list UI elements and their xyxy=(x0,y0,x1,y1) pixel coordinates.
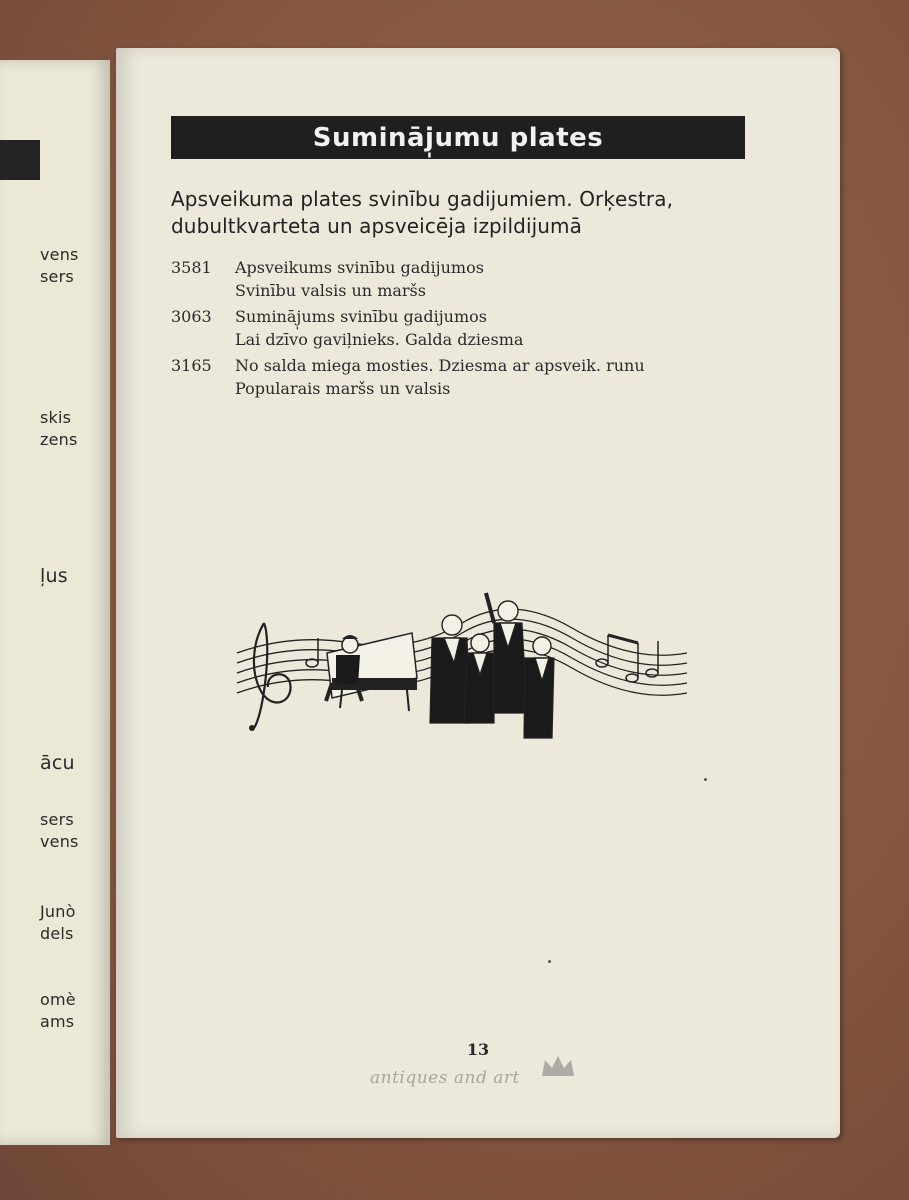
previous-page-text: omè xyxy=(40,990,76,1009)
previous-page-text: vens xyxy=(40,832,79,851)
page-number: 13 xyxy=(466,1040,490,1059)
previous-page-text: sers xyxy=(40,810,74,829)
record-title: Sumināj̩ums svinību gadijumos xyxy=(235,307,487,326)
previous-page-title-bar xyxy=(0,140,40,180)
intro-line: dubultkvarteta un apsveicēja izpildijumā xyxy=(171,214,582,238)
paper-speck xyxy=(548,960,551,963)
catalog-page xyxy=(116,48,840,1138)
record-list xyxy=(171,256,751,403)
previous-page-text: zens xyxy=(40,430,78,449)
record-title: No salda miega mosties. Dziesma ar apsveik. runu xyxy=(235,356,645,375)
record-title: Popularais maršs un valsis xyxy=(235,379,451,398)
previous-page-text: ācu xyxy=(40,752,75,774)
record-entry xyxy=(171,256,751,302)
paper-speck xyxy=(704,778,707,781)
previous-page-text: ams xyxy=(40,1012,75,1031)
section-intro xyxy=(171,186,751,240)
section-title-bar xyxy=(171,116,745,159)
intro-line: Apsveikuma plates svinību gadijumiem. Orķestra, xyxy=(171,187,674,211)
record-number: 3165 xyxy=(171,356,212,375)
record-entry xyxy=(171,354,751,400)
section-title: Sumināj̩umu plates xyxy=(312,122,604,153)
previous-page-text: skis xyxy=(40,408,72,427)
record-number: 3063 xyxy=(171,307,212,326)
previous-page-text: Junò xyxy=(40,902,76,921)
watermark: antiques and art xyxy=(370,1068,520,1088)
record-title: Apsveikums svinību gadijumos xyxy=(235,258,484,277)
previous-page-text: vens xyxy=(40,245,79,264)
previous-page xyxy=(0,60,110,1145)
previous-page-text: sers xyxy=(40,267,74,286)
record-entry xyxy=(171,305,751,351)
previous-page-text: ļus xyxy=(40,565,68,587)
singers-illustration xyxy=(232,583,692,753)
record-title: Svinību valsis un maršs xyxy=(235,281,426,300)
record-title: Lai dzīvo gaviļnieks. Galda dziesma xyxy=(235,330,524,349)
record-number: 3581 xyxy=(171,258,212,277)
crown-icon xyxy=(540,1054,576,1080)
previous-page-text: dels xyxy=(40,924,74,943)
